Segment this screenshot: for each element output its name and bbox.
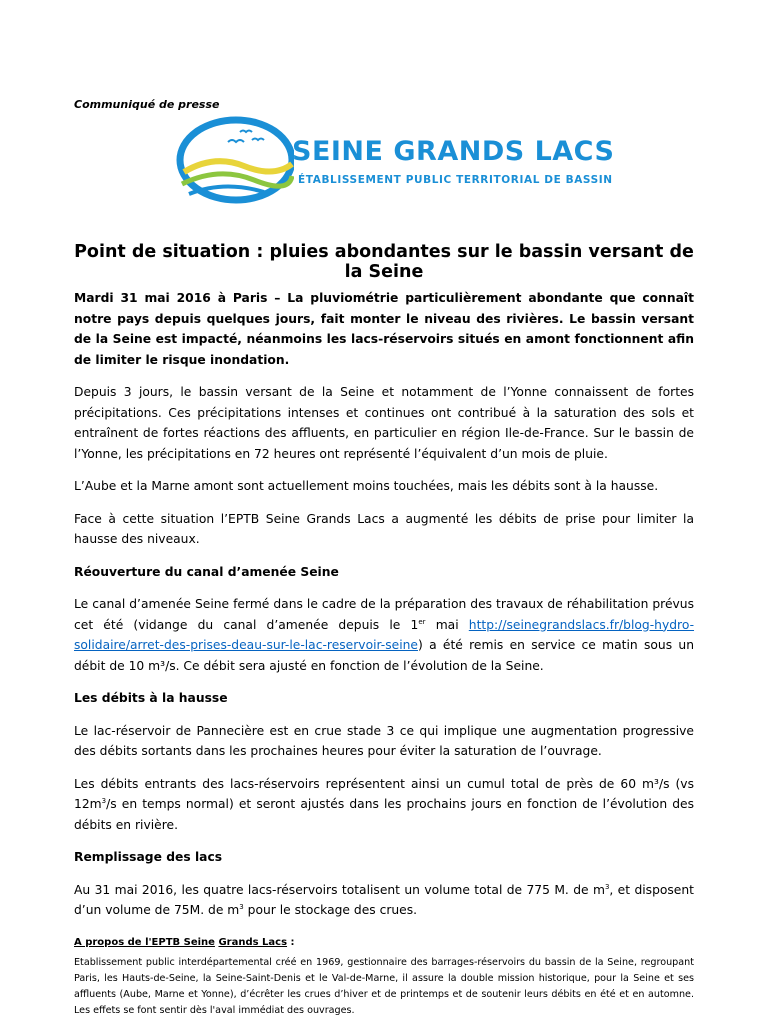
section-heading: Les débits à la hausse	[74, 691, 228, 705]
section-heading: Remplissage des lacs	[74, 850, 223, 864]
document-title: Point de situation : pluies abondantes sur le bassin versant de la Seine	[74, 242, 694, 282]
logo-title: SEINE GRANDS LACS	[292, 136, 615, 167]
about-text: Etablissement public interdépartemental créé en 1969, gestionnaire des barrages-réservoirs du bassin de la Seine, regroupant Paris, les Hauts-de-Seine, la Seine-Saint-Denis et le Val-de-Marne, il assure la double mission historique, pour la Seine et ses affluents (Aube, Marne et Yonne), d’écrêter les crues d’hiver et de printemps et de soutenir leurs débits en été et en automne. Les effets se font sentir dès l'aval immédiat des ouvrages.	[74, 957, 694, 1016]
logo-emblem-icon	[174, 114, 294, 206]
paragraph: Face à cette situation l’EPTB Seine Grands Lacs a augmenté les débits de prise pour limiter la hausse des niveaux.	[74, 511, 694, 546]
section-heading: Réouverture du canal d’amenée Seine	[74, 564, 339, 579]
logo-subtitle: ÉTABLISSEMENT PUBLIC TERRITORIAL DE BASSIN	[298, 174, 613, 186]
about-heading: A propos de l'EPTB Seine Grands Lacs :	[74, 936, 295, 948]
seine-grands-lacs-logo	[174, 114, 615, 206]
paragraph: Le lac-réservoir de Pannecière est en crue stade 3 ce qui implique une augmentation progressive des débits sortants dans les prochaines heures pour éviter la saturation de l’ouvrage.	[74, 723, 694, 758]
paragraph: L’Aube et la Marne amont sont actuellement moins touchées, mais les débits sont à la hausse.	[74, 479, 659, 493]
canal-article-link[interactable]: http://seinegrandslacs.fr/blog-hydro-solidaire/arret-des-prises-deau-sur-le-lac-reservoir-seine	[74, 617, 695, 652]
paragraph: Au 31 mai 2016, les quatre lacs-réservoirs totalisent un volume total de 775 M. de $m^3$, et disposent d’un volume de 75M. de $m^3$ pour le stockage des crues.	[74, 882, 694, 917]
paragraph: Les débits entrants des lacs-réservoirs représentent ainsi un cumul total de près de 60 m³/s (vs $12m^3/s$ en temps normal) et seront ajustés dans les prochains jours en fonction de l’évolution des débits en rivière.	[74, 776, 694, 832]
paragraph: Depuis 3 jours, le bassin versant de la Seine et notamment de l’Yonne connaissent de fortes précipitations. Ces précipitations intenses et continues ont contribué à la saturation des sols et entraînent de fortes réactions des affluents, en particulier en région Ile-de-France. Sur le bassin de l’Yonne, les précipitations en 72 heures ont représenté l’équivalent d’un mois de pluie.	[74, 385, 694, 461]
press-release-label: Communiqué de presse	[74, 98, 220, 111]
document-body	[74, 288, 694, 1019]
lead-paragraph: Mardi 31 mai 2016 à Paris – La pluviométrie particulièrement abondante que connaît notre pays depuis quelques jours, fait monter le niveau des rivières. Le bassin versant de la Seine est impacté, néanmoins les lacs-réservoirs situés en amont fonctionnent afin de limiter le risque inondation.	[74, 291, 694, 367]
paragraph: Le canal d’amenée Seine fermé dans le cadre de la préparation des travaux de réhabilitation prévus cet été (vidange du canal d’amenée depuis le 1er mai http://seinegrandslacs.fr/blog-hydro-solidaire/arret-des-prises-deau-sur-le-lac-reservoir-seine) a été remis en service ce matin sous un débit de 10 m³/s. Ce débit sera ajusté en fonction de l’évolution de la Seine.	[74, 597, 695, 673]
